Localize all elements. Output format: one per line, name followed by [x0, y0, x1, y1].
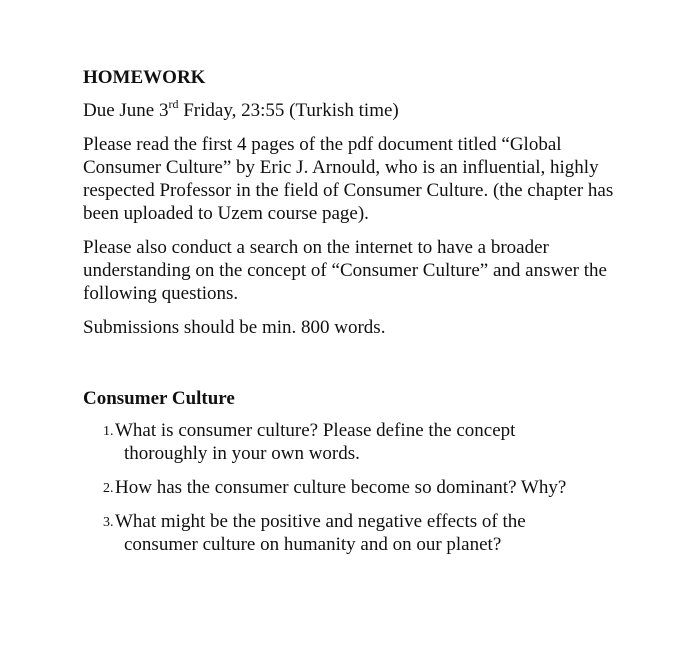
question-text-line1: What might be the positive and negative effects of the [115, 511, 526, 532]
question-text-line2: thoroughly in your own words. [124, 443, 360, 464]
search-instructions: Please also conduct a search on the internet to have a broader understanding on the concept of “Consumer Culture” and answer the following questions. [83, 237, 607, 304]
reading-instructions: Please read the first 4 pages of the pdf document titled “Global Consumer Culture” by Eric J. Arnould, who is an influential, highly respected Professor in the field of Consumer Culture. (the chapter has been uploaded to Uzem course page). [83, 134, 614, 224]
section-title: Consumer Culture [83, 388, 235, 409]
homework-document [83, 66, 643, 567]
due-date-prefix: Due June 3 [83, 100, 169, 121]
question-list [83, 419, 643, 556]
question-text-line1: How has the consumer culture become so dominant? Why? [115, 477, 567, 498]
due-date-superscript: rd [168, 96, 179, 111]
question-item-2 [103, 476, 643, 499]
question-number: 3. [103, 515, 114, 530]
question-item-3 [103, 510, 643, 556]
question-number: 1. [103, 424, 114, 439]
question-text-line1: What is consumer culture? Please define the concept [115, 420, 516, 441]
word-count-requirement: Submissions should be min. 800 words. [83, 317, 386, 338]
due-date-line [83, 96, 643, 122]
document-heading: HOMEWORK [83, 67, 206, 88]
question-text-line2: consumer culture on humanity and on our planet? [124, 534, 502, 555]
question-number: 2. [103, 481, 114, 496]
due-date-suffix: Friday, 23:55 (Turkish time) [178, 100, 399, 121]
question-item-1 [103, 419, 643, 465]
